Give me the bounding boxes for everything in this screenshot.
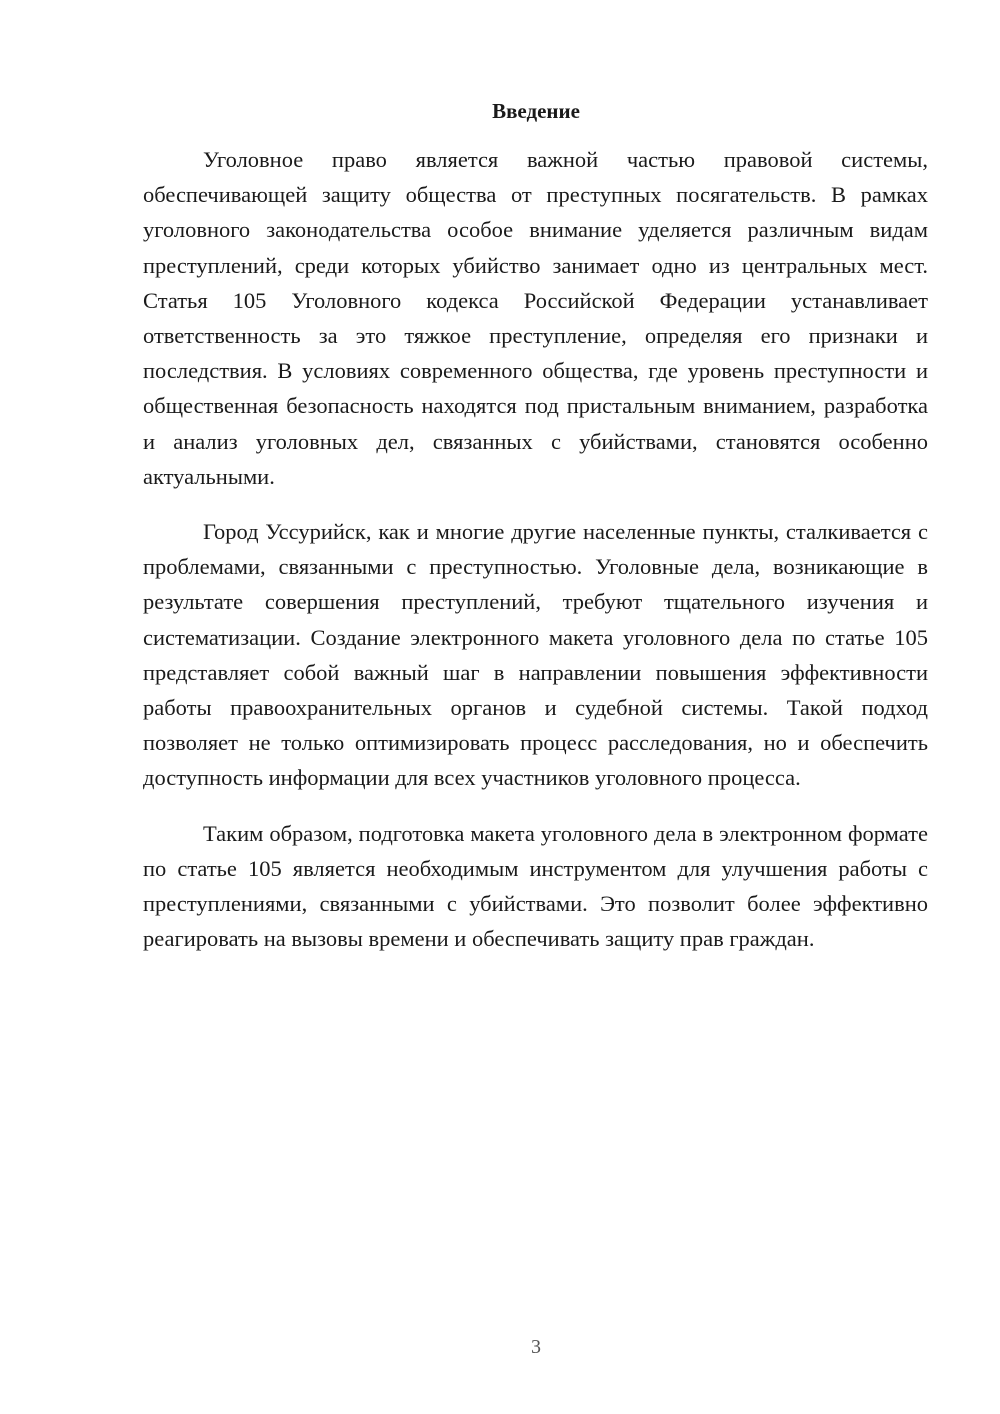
section-heading: Введение: [492, 99, 580, 123]
paragraph-2: Город Уссурийск, как и многие другие населенные пункты, сталкивается с проблемами, связанными с преступностью. Уголовные дела, возникающие в результате совершения преступлений, требуют тщательного изучения и систематизации. Создание электронного макета уголовного дела по статье 105 представляет собой важный шаг в направлении повышения эффективности работы правоохранительных органов и судебной системы. Такой подход позволяет не только оптимизировать процесс расследования, но и обеспечить доступность информации для всех участников уголовного процесса.: [143, 519, 928, 791]
body-text: [143, 142, 928, 956]
page-number: 3: [531, 1336, 541, 1358]
paragraph-1: Уголовное право является важной частью правовой системы, обеспечивающей защиту общества от преступных посягательств. В рамках уголовного законодательства особое внимание уделяется различным видам преступлений, среди которых убийство занимает одно из центральных мест. Статья 105 Уголовного кодекса Российской Федерации устанавливает ответственность за это тяжкое преступление, определяя его признаки и последствия. В условиях современного общества, где уровень преступности и общественная безопасность находятся под пристальным вниманием, разработка и анализ уголовных дел, связанных с убийствами, становятся особенно актуальными.: [143, 147, 928, 489]
paragraph-3: Таким образом, подготовка макета уголовного дела в электронном формате по статье 105 является необходимым инструментом для улучшения работы с преступлениями, связанными с убийствами. Это позволит более эффективно реагировать на вызовы времени и обеспечивать защиту прав граждан.: [143, 820, 928, 952]
